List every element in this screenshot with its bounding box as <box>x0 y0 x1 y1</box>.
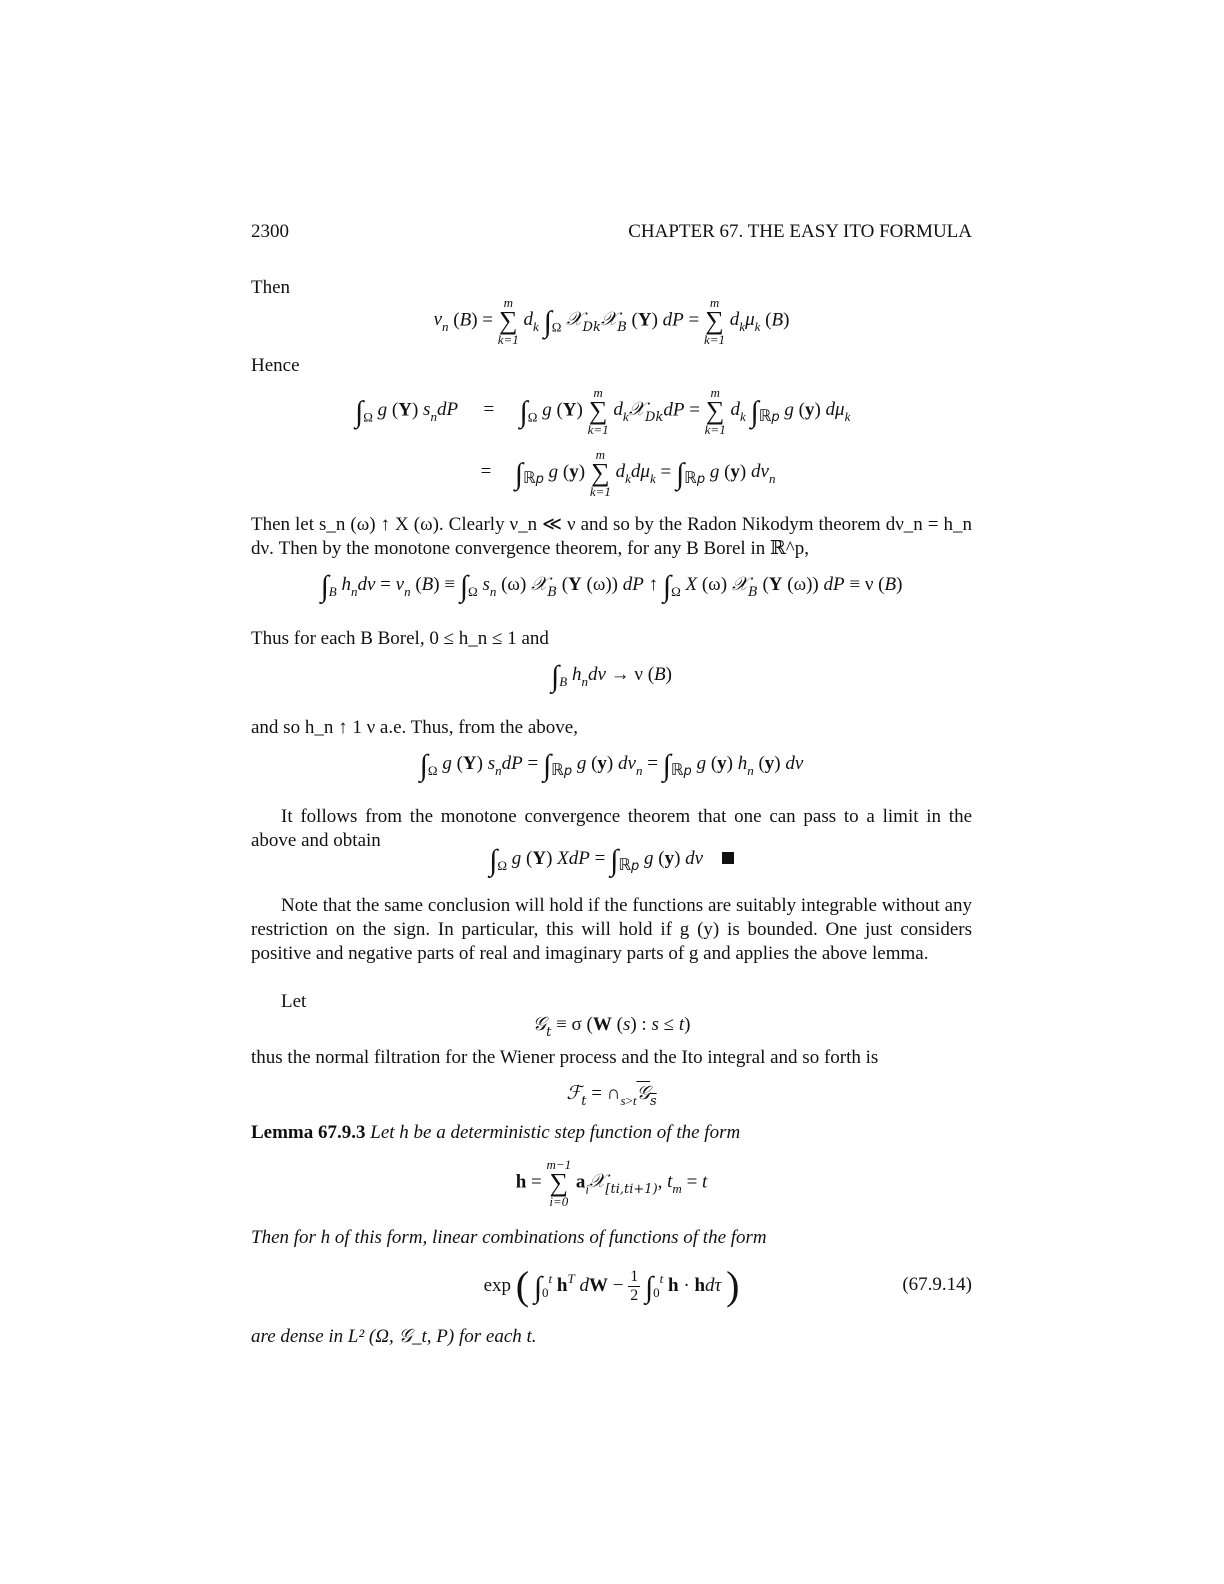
equation-monotone: $\int_B$ $h_nd\nu = \nu_n$ $(B) \equiv \int_\Omega$ $s_n$ (ω) 𝒳$_B$ (Y (ω)) dP ↑ $\int_\Omega$ X (ω) 𝒳$_B$ (Y (ω)) dP ≡ ν (B) <box>320 570 903 603</box>
text-hence: Hence <box>251 355 300 376</box>
paragraph-note-that: Note that the same conclusion will hold if the functions are suitably integrable without any restriction on the sign. In particular, this will hold if g (y) is bounded. One just considers positive and negative parts of real and imaginary parts of g and applies the above lemma. <box>251 895 972 964</box>
text-then-for: Then for h of this form, linear combinations of functions of the form <box>251 1227 767 1248</box>
qed-square-icon <box>722 852 734 864</box>
text-let: Let <box>281 991 307 1012</box>
running-header <box>251 221 972 243</box>
equation-hence-line2: = $\int_{ℝp}$ g (y) m ∑ k=1 $d_kd\mu_k = \int_{ℝp}$ g (y) $d\nu_n$ <box>480 447 776 499</box>
text-then: Then <box>251 277 291 298</box>
equation-step-function: h = m−1 ∑ i=0 $a_i𝒳_{[ti,ti+1)}$, $t_m = t$ <box>515 1157 708 1209</box>
chapter-title: CHAPTER 67. THE EASY ITO FORMULA <box>628 221 972 242</box>
paragraph-it-follows: It follows from the monotone convergence theorem that one can pass to a limit in the above and obtain <box>251 806 972 851</box>
equation-nu-n: $\nu_n$ (B) = m ∑ k=1 $d_k$ $\int_\Omega$ 𝒳$_{Dk}$𝒳$_B$ (Y) dP = m ∑ k=1 $d_k\mu_k$ (B) <box>433 295 790 347</box>
paragraph-let-sn: Then let s_n (ω) ↑ X (ω). Clearly ν_n ≪ ν and so by the Radon Nikodym theorem dν_n = h_n dν. Then by the monotone convergence theorem, for any B Borel in ℝ^p, <box>251 514 972 559</box>
equation-exponential: exp ( $\int_0^t$ $h^T$ dW − $\frac{1}{2}$ $\int_0^t$ h · hdτ ) (67.9.14) <box>483 1263 972 1308</box>
lemma-label: Lemma 67.9.3 <box>251 1122 366 1143</box>
text-thus-normal: thus the normal filtration for the Wiener process and the Ito integral and so forth is <box>251 1047 879 1068</box>
text-thus-each: Thus for each B Borel, 0 ≤ h_n ≤ 1 and <box>251 628 549 649</box>
equation-number: (67.9.14) <box>902 1274 972 1295</box>
equation-obtain: $\int_\Omega$ g (Y) XdP = $\int_{ℝp}$ g (y) dν <box>251 846 972 876</box>
lemma-statement <box>251 1121 972 1145</box>
lemma-text: Let h be a deterministic step function of the form <box>370 1122 741 1143</box>
text-and-so: and so h_n ↑ 1 ν a.e. Thus, from the above, <box>251 717 578 738</box>
equation-filtration-F: ℱ$_t$ = $\cap_{s>t}𝒢_s$ <box>566 1082 657 1109</box>
equation-filtration-G: 𝒢$_t$ ≡ σ (W (s) : s ≤ t) <box>532 1013 691 1040</box>
text-are-dense: are dense in L² (Ω, 𝒢_t, P) for each t. <box>251 1326 537 1347</box>
equation-limit-B: $\int_B$ $h_nd\nu \to \nu$ (B) <box>551 660 672 693</box>
equation-hence-line1: $\int_\Omega$ g (Y) $s_ndP = \int_\Omega$ g (Y) m ∑ k=1 $d_k𝒳_{Dk}dP$ = m ∑ k=1 $d_k$ $\int_{ℝp}$ g (y) $d\mu_k$ <box>355 385 851 437</box>
page-number: 2300 <box>251 221 289 242</box>
equation-from-above: $\int_\Omega$ g (Y) $s_ndP = \int_{ℝp}$ g (y) $d\nu_n = \int_{ℝp}$ g (y) $h_n$ (y) dν <box>419 749 804 782</box>
